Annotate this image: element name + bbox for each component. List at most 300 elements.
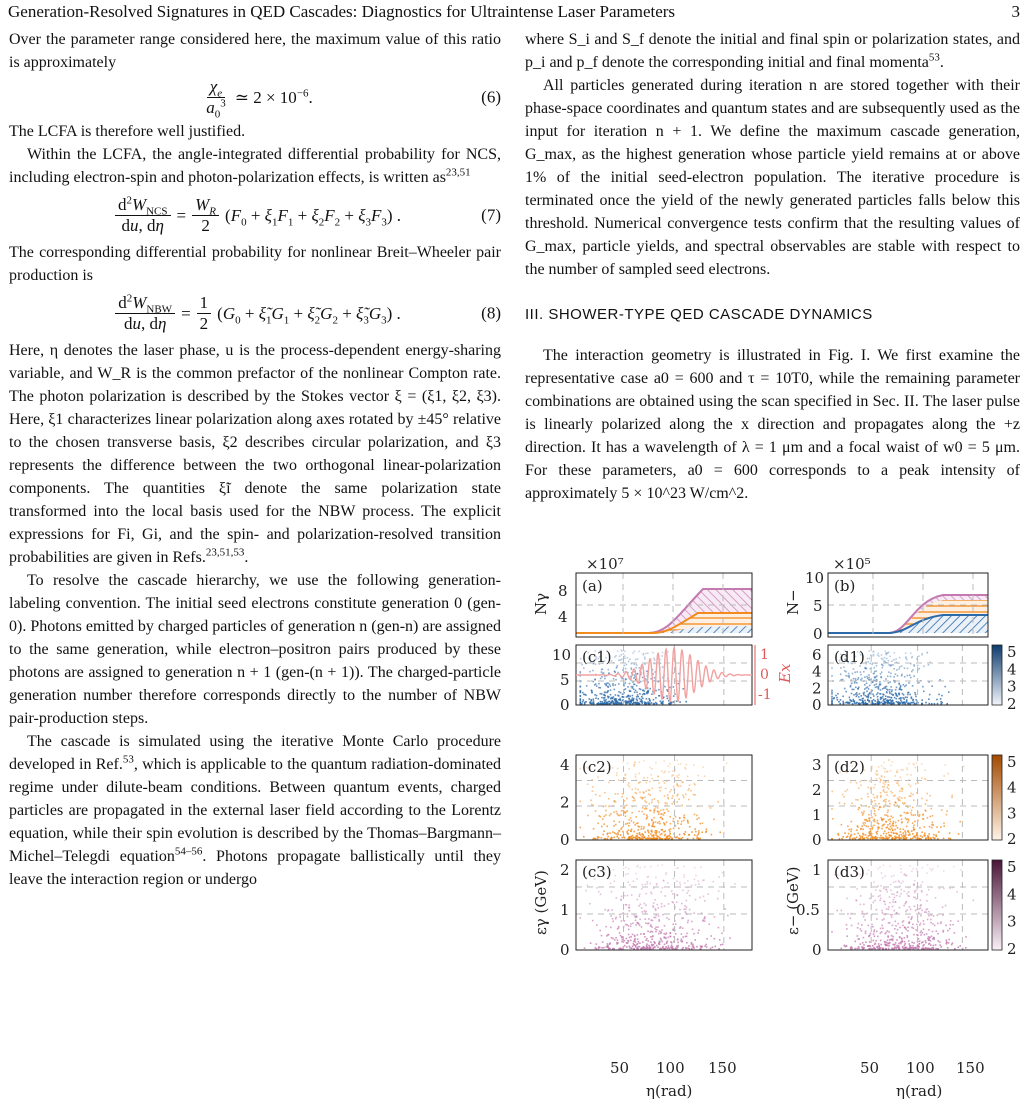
density-point <box>658 943 660 945</box>
density-point <box>884 792 886 794</box>
density-point <box>940 703 942 705</box>
density-point <box>894 652 896 654</box>
density-point <box>703 896 705 898</box>
density-point <box>607 682 609 684</box>
density-point <box>858 703 860 705</box>
density-point <box>904 945 906 947</box>
density-point <box>900 865 902 867</box>
density-point <box>893 804 895 806</box>
density-point <box>627 895 629 897</box>
density-point <box>874 700 876 702</box>
density-point <box>855 941 857 943</box>
tick-label: 0 <box>812 696 822 714</box>
density-point <box>599 930 601 932</box>
density-point <box>872 681 874 683</box>
density-point <box>671 945 673 947</box>
density-point <box>878 809 880 811</box>
density-point <box>642 811 644 813</box>
density-point <box>885 799 887 801</box>
density-point <box>668 903 670 905</box>
density-point <box>873 825 875 827</box>
density-point <box>912 837 914 839</box>
density-point <box>877 837 879 839</box>
density-point <box>635 702 637 704</box>
density-point <box>881 910 883 912</box>
density-point <box>646 782 648 784</box>
density-point <box>603 697 605 699</box>
density-point <box>857 809 859 811</box>
density-point <box>902 925 904 927</box>
density-point <box>892 664 894 666</box>
density-point <box>676 775 678 777</box>
density-point <box>919 943 921 945</box>
density-point <box>941 695 943 697</box>
paragraph: Over the parameter range considered here, the maximum value of this ratio is approximately <box>9 31 501 71</box>
density-point <box>896 947 898 949</box>
density-point <box>907 774 909 776</box>
density-point <box>603 694 605 696</box>
density-point <box>922 945 924 947</box>
density-point <box>597 823 599 825</box>
density-point <box>635 946 637 948</box>
density-point <box>614 875 616 877</box>
density-point <box>639 703 641 705</box>
density-point <box>686 936 688 938</box>
density-point <box>647 940 649 942</box>
density-point <box>904 797 906 799</box>
density-point <box>913 702 915 704</box>
density-point <box>895 942 897 944</box>
density-point <box>880 676 882 678</box>
density-point <box>595 683 597 685</box>
density-point <box>903 838 905 840</box>
density-point <box>844 670 846 672</box>
density-point <box>634 692 636 694</box>
density-point <box>658 782 660 784</box>
density-point <box>616 836 618 838</box>
density-point <box>639 867 641 869</box>
density-point <box>613 678 615 680</box>
density-point <box>865 931 867 933</box>
density-point <box>832 818 834 820</box>
density-point <box>850 947 852 949</box>
density-point <box>886 791 888 793</box>
density-point <box>643 654 645 656</box>
density-point <box>895 925 897 927</box>
density-point <box>875 773 877 775</box>
svg-text:50: 50 <box>860 1059 880 1077</box>
density-point <box>908 943 910 945</box>
density-point <box>654 808 656 810</box>
density-point <box>885 781 887 783</box>
density-point <box>862 702 864 704</box>
density-point <box>867 686 869 688</box>
density-point <box>874 784 876 786</box>
density-point <box>921 763 923 765</box>
density-point <box>831 690 833 692</box>
density-point <box>587 885 589 887</box>
density-point <box>649 803 651 805</box>
density-point <box>876 683 878 685</box>
density-point <box>691 948 693 950</box>
density-point <box>625 874 627 876</box>
density-point <box>677 945 679 947</box>
density-point <box>646 802 648 804</box>
density-point <box>650 925 652 927</box>
density-point <box>888 652 890 654</box>
density-point <box>639 946 641 948</box>
density-point <box>627 942 629 944</box>
density-point <box>877 822 879 824</box>
density-point <box>900 702 902 704</box>
density-point <box>617 928 619 930</box>
density-point <box>943 823 945 825</box>
density-point <box>930 837 932 839</box>
density-point <box>667 794 669 796</box>
density-point <box>861 930 863 932</box>
density-point <box>715 946 717 948</box>
density-point <box>876 918 878 920</box>
density-point <box>851 803 853 805</box>
density-point <box>659 838 661 840</box>
density-point <box>619 821 621 823</box>
density-point <box>851 925 853 927</box>
density-point <box>655 834 657 836</box>
density-point <box>910 786 912 788</box>
density-point <box>655 908 657 910</box>
density-point <box>851 693 853 695</box>
density-point <box>927 919 929 921</box>
density-point <box>857 799 859 801</box>
density-point <box>683 816 685 818</box>
density-point <box>683 797 685 799</box>
density-point <box>710 807 712 809</box>
tick-label: 1 <box>560 901 570 919</box>
density-point <box>689 948 691 950</box>
density-point <box>658 813 660 815</box>
density-point <box>672 838 674 840</box>
density-point <box>896 945 898 947</box>
density-point <box>882 688 884 690</box>
paragraph: Within the LCFA, the angle-integrated differential probability for NCS, including electron-spin and photon-polarization effects, is written as$^{23,51}$ <box>9 146 501 186</box>
density-point <box>899 907 901 909</box>
density-point <box>635 941 637 943</box>
density-point <box>893 703 895 705</box>
density-point <box>618 779 620 781</box>
density-point <box>628 661 630 663</box>
density-point <box>911 916 913 918</box>
density-point <box>658 689 660 691</box>
density-point <box>648 923 650 925</box>
density-point <box>954 932 956 934</box>
density-point <box>840 667 842 669</box>
density-point <box>693 947 695 949</box>
density-point <box>858 696 860 698</box>
density-point <box>645 939 647 941</box>
density-point <box>628 929 630 931</box>
density-point <box>644 800 646 802</box>
density-point <box>854 702 856 704</box>
density-point <box>900 699 902 701</box>
density-point <box>656 838 658 840</box>
density-point <box>946 943 948 945</box>
density-point <box>892 906 894 908</box>
density-point <box>718 927 720 929</box>
density-point <box>879 781 881 783</box>
density-point <box>667 882 669 884</box>
density-point <box>724 908 726 910</box>
colorbar <box>992 860 1002 950</box>
density-point <box>613 820 615 822</box>
density-point <box>921 699 923 701</box>
density-point <box>691 885 693 887</box>
density-point <box>688 788 690 790</box>
density-point <box>859 693 861 695</box>
density-point <box>661 941 663 943</box>
right-column <box>525 28 1020 505</box>
density-point <box>667 797 669 799</box>
density-point <box>634 800 636 802</box>
equation-8: $\frac{d^2W_{NBW}}{du, d\eta}$ = $\frac{1}{2}$ ($G_0$ + $\xĩ_1G_1$ + $\xĩ_2G_2$ + $\xĩ_3G_3$) . (8) <box>9 287 501 339</box>
density-point <box>895 689 897 691</box>
density-point <box>650 833 652 835</box>
density-point <box>646 698 648 700</box>
density-point <box>627 873 629 875</box>
density-point <box>644 658 646 660</box>
density-point <box>660 810 662 812</box>
density-point <box>905 832 907 834</box>
density-point <box>910 838 912 840</box>
density-point <box>631 699 633 701</box>
density-point <box>867 700 869 702</box>
density-point <box>891 693 893 695</box>
density-point <box>614 800 616 802</box>
density-point <box>676 784 678 786</box>
density-point <box>655 821 657 823</box>
density-point <box>910 947 912 949</box>
density-point <box>621 659 623 661</box>
density-point <box>904 676 906 678</box>
density-point <box>910 793 912 795</box>
density-point <box>621 837 623 839</box>
density-point <box>933 915 935 917</box>
density-point <box>659 823 661 825</box>
density-point <box>908 891 910 893</box>
density-point <box>906 909 908 911</box>
density-point <box>900 893 902 895</box>
svg-text:5: 5 <box>813 597 823 615</box>
density-point <box>894 944 896 946</box>
density-point <box>913 942 915 944</box>
density-point <box>705 944 707 946</box>
density-point <box>956 891 958 893</box>
density-point <box>912 833 914 835</box>
density-point <box>869 828 871 830</box>
density-point <box>693 764 695 766</box>
density-point <box>584 947 586 949</box>
density-point <box>899 666 901 668</box>
density-point <box>662 838 664 840</box>
density-point <box>691 831 693 833</box>
x-axis-right <box>860 1059 985 1100</box>
density-point <box>692 945 694 947</box>
density-point <box>936 699 938 701</box>
density-point <box>934 925 936 927</box>
density-point <box>885 945 887 947</box>
density-point <box>683 908 685 910</box>
density-point <box>864 676 866 678</box>
density-point <box>907 822 909 824</box>
density-point <box>873 655 875 657</box>
density-point <box>895 822 897 824</box>
density-point <box>633 800 635 802</box>
colorbar-tick: 5 <box>1007 858 1017 876</box>
density-point <box>886 908 888 910</box>
density-point <box>594 838 596 840</box>
density-point <box>607 947 609 949</box>
density-point <box>884 657 886 659</box>
density-point <box>699 897 701 899</box>
density-point <box>624 945 626 947</box>
density-point <box>619 916 621 918</box>
density-point <box>913 827 915 829</box>
density-point <box>842 679 844 681</box>
density-point <box>608 782 610 784</box>
density-point <box>618 837 620 839</box>
density-point <box>937 866 939 868</box>
density-point <box>852 673 854 675</box>
density-point <box>601 693 603 695</box>
density-point <box>946 703 948 705</box>
density-point <box>632 652 634 654</box>
density-point <box>852 703 854 705</box>
density-point <box>862 829 864 831</box>
density-point <box>844 832 846 834</box>
density-point <box>881 925 883 927</box>
density-point <box>859 781 861 783</box>
density-point <box>885 686 887 688</box>
density-point <box>880 932 882 934</box>
density-point <box>932 822 934 824</box>
density-point <box>664 905 666 907</box>
density-point <box>845 675 847 677</box>
density-point <box>623 892 625 894</box>
density-point <box>920 899 922 901</box>
density-point <box>601 697 603 699</box>
density-point <box>882 912 884 914</box>
density-point <box>885 698 887 700</box>
density-point <box>936 930 938 932</box>
density-point <box>902 788 904 790</box>
density-point <box>885 678 887 680</box>
panel-b <box>784 569 988 643</box>
density-point <box>937 940 939 942</box>
density-point <box>687 947 689 949</box>
density-point <box>679 882 681 884</box>
density-point <box>858 807 860 809</box>
density-point <box>604 909 606 911</box>
density-point <box>873 787 875 789</box>
density-point <box>686 942 688 944</box>
density-point <box>630 817 632 819</box>
density-point <box>923 835 925 837</box>
density-point <box>669 791 671 793</box>
density-point <box>681 805 683 807</box>
density-point <box>630 923 632 925</box>
density-point <box>933 834 935 836</box>
density-point <box>600 703 602 705</box>
density-point <box>884 701 886 703</box>
density-point <box>592 670 594 672</box>
density-point <box>894 795 896 797</box>
density-point <box>627 833 629 835</box>
density-point <box>613 837 615 839</box>
density-point <box>677 939 679 941</box>
density-point <box>654 928 656 930</box>
density-point <box>629 946 631 948</box>
density-point <box>916 870 918 872</box>
density-point <box>841 948 843 950</box>
density-point <box>944 686 946 688</box>
density-point <box>973 900 975 902</box>
density-point <box>682 936 684 938</box>
density-point <box>604 702 606 704</box>
density-point <box>891 914 893 916</box>
density-point <box>953 866 955 868</box>
density-point <box>668 810 670 812</box>
density-point <box>634 764 636 766</box>
density-point <box>649 931 651 933</box>
density-point <box>652 838 654 840</box>
density-point <box>913 675 915 677</box>
density-point <box>909 674 911 676</box>
density-point <box>652 652 654 654</box>
density-point <box>654 899 656 901</box>
density-point <box>648 789 650 791</box>
tick-label: 2 <box>560 793 570 812</box>
density-point <box>907 769 909 771</box>
density-point <box>849 702 851 704</box>
density-point <box>880 806 882 808</box>
density-point <box>596 948 598 950</box>
density-point <box>851 828 853 830</box>
density-point <box>844 688 846 690</box>
density-point <box>659 787 661 789</box>
density-point <box>903 891 905 893</box>
density-point <box>860 699 862 701</box>
density-point <box>870 654 872 656</box>
density-point <box>932 931 934 933</box>
density-point <box>929 795 931 797</box>
svg-text:-1: -1 <box>758 687 772 703</box>
density-point <box>661 948 663 950</box>
density-point <box>881 671 883 673</box>
density-point <box>625 688 627 690</box>
density-point <box>882 877 884 879</box>
density-point <box>669 831 671 833</box>
density-point <box>613 948 615 950</box>
density-point <box>648 825 650 827</box>
density-point <box>905 657 907 659</box>
density-point <box>628 829 630 831</box>
density-point <box>695 831 697 833</box>
density-point <box>659 941 661 943</box>
density-point <box>612 767 614 769</box>
density-point <box>678 777 680 779</box>
density-point <box>933 945 935 947</box>
density-point <box>616 813 618 815</box>
density-point <box>940 698 942 700</box>
